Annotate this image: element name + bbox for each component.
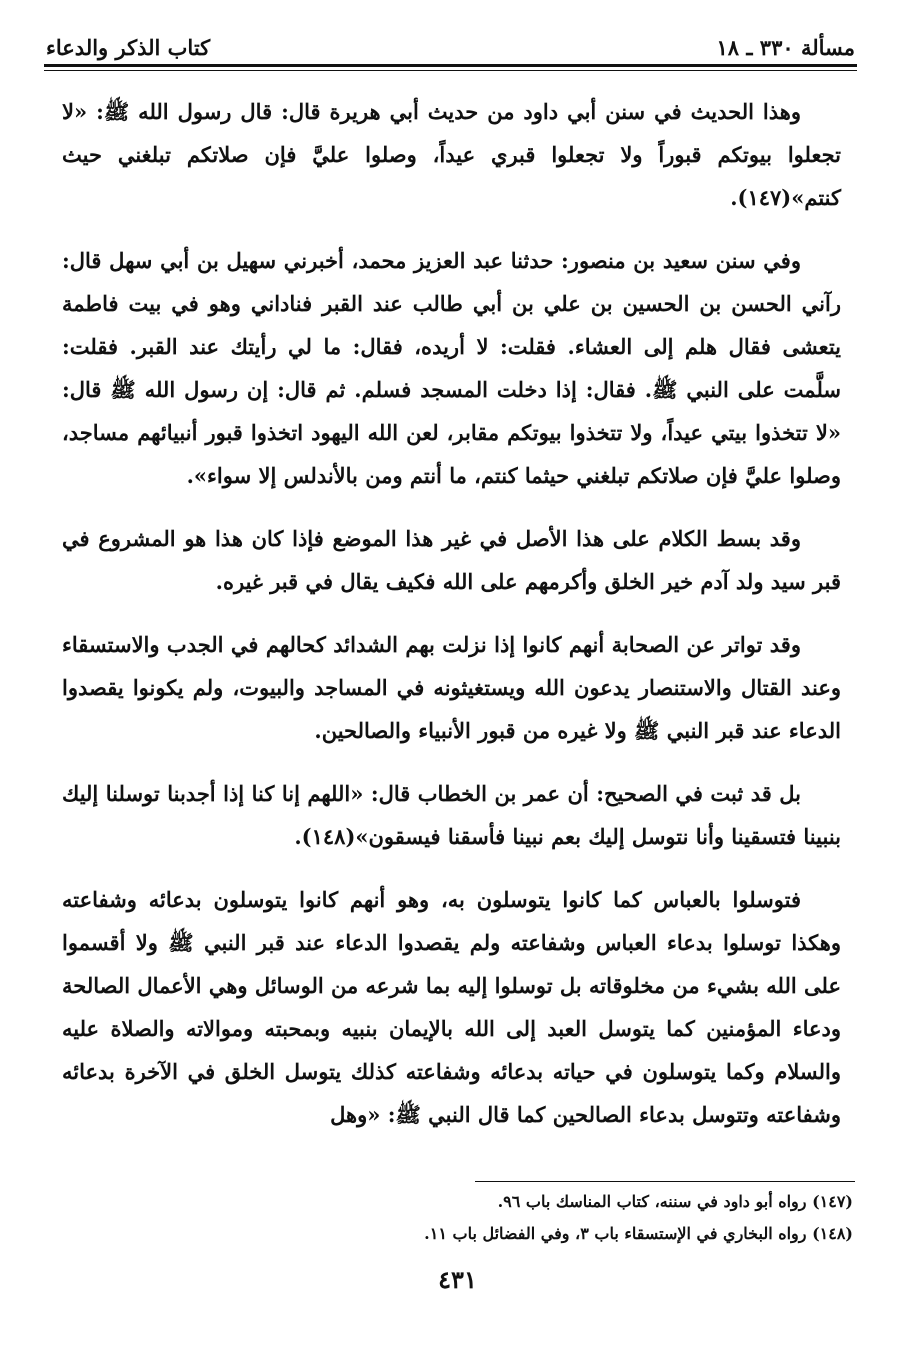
footnote: (١٤٧) رواه أبو داود في سننه، كتاب المناسك باب ٩٦. bbox=[497, 1192, 853, 1211]
running-header bbox=[46, 26, 855, 60]
paragraph: وقد بسط الكلام على هذا الأصل في غير هذا الموضع فإذا كان هذا هو المشروع في قبر سيد ولد آدم خير الخلق وأكرمهم على الله فكيف يقال في قبر غيره. bbox=[62, 526, 841, 594]
header-rule-thin bbox=[44, 70, 857, 71]
paragraph: وهذا الحديث في سنن أبي داود من حديث أبي هريرة قال: قال رسول الله ﷺ: «لا تجعلوا بيوتكم قبوراً ولا تجعلوا قبري عيداً، وصلوا عليَّ فإن صلاتكم تبلغني حيث كنتم»(١٤٧). bbox=[62, 99, 841, 210]
paragraph: بل قد ثبت في الصحيح: أن عمر بن الخطاب قال: «اللهم إنا كنا إذا أجدبنا توسلنا إليك بنبينا فتسقينا وأنا نتوسل إليك بعم نبينا فأسقنا فيسقون»(١٤٨). bbox=[62, 781, 841, 849]
header-book-title: كتاب الذكر والدعاء bbox=[46, 35, 211, 60]
header-section-number: مسألة ٣٣٠ ـ ١٨ bbox=[716, 35, 855, 60]
paragraph: فتوسلوا بالعباس كما كانوا يتوسلون به، وهو أنهم كانوا يتوسلون بدعائه وشفاعته وهكذا توسلوا بدعاء العباس وشفاعته ولم يقصدوا الدعاء عند قبر النبي ﷺ ولا أقسموا على الله بشيء من مخلوقاته بل توسلوا إليه بما شرعه من الوسائل وهي الأعمال الصالحة ودعاء المؤمنين كما يتوسل العبد إلى الله بالإيمان بنبيه وبمحبته وموالاته والصلاة عليه والسلام وكما يتوسلون في حياته بدعائه وشفاعته كذلك يتوسل الخلق في الآخرة بدعائه وشفاعته وتتوسل بدعاء الصالحين كما قال النبي ﷺ: «وهل bbox=[62, 887, 841, 1127]
main-text bbox=[62, 90, 841, 1156]
footnote-rule bbox=[475, 1181, 855, 1182]
footnotes bbox=[60, 1186, 853, 1250]
page-number: ٤٣١ bbox=[438, 1265, 477, 1294]
paragraph: وفي سنن سعيد بن منصور: حدثنا عبد العزيز محمد، أخبرني سهيل بن أبي سهل قال: رآني الحسن بن الحسين بن علي بن أبي طالب عند القبر فناداني وهو في بيت فاطمة يتعشى فقال هلم إلى العشاء. فقلت: لا أريده، فقال: ما لي رأيتك عند القبر. فقلت: سلَّمت على النبي ﷺ. فقال: إذا دخلت المسجد فسلم. ثم قال: إن رسول الله ﷺ قال: «لا تتخذوا بيتي عيداً، ولا تتخذوا بيوتكم مقابر، لعن الله اليهود اتخذوا قبور أنبيائهم مساجد، وصلوا عليَّ فإن صلاتكم تبلغني حيثما كنتم، ما أنتم ومن بالأندلس إلا سواء». bbox=[62, 248, 841, 488]
header-rule-thick bbox=[44, 64, 857, 67]
paragraph: وقد تواتر عن الصحابة أنهم كانوا إذا نزلت بهم الشدائد كحالهم في الجدب والاستسقاء وعند القتال والاستنصار يدعون الله ويستغيثونه في المساجد والبيوت، ولم يكونوا يقصدوا الدعاء عند قبر النبي ﷺ ولا غيره من قبور الأنبياء والصالحين. bbox=[62, 632, 841, 743]
footnote: (١٤٨) رواه البخاري في الإستسقاء باب ٣، وفي الفضائل باب ١١. bbox=[424, 1224, 853, 1243]
